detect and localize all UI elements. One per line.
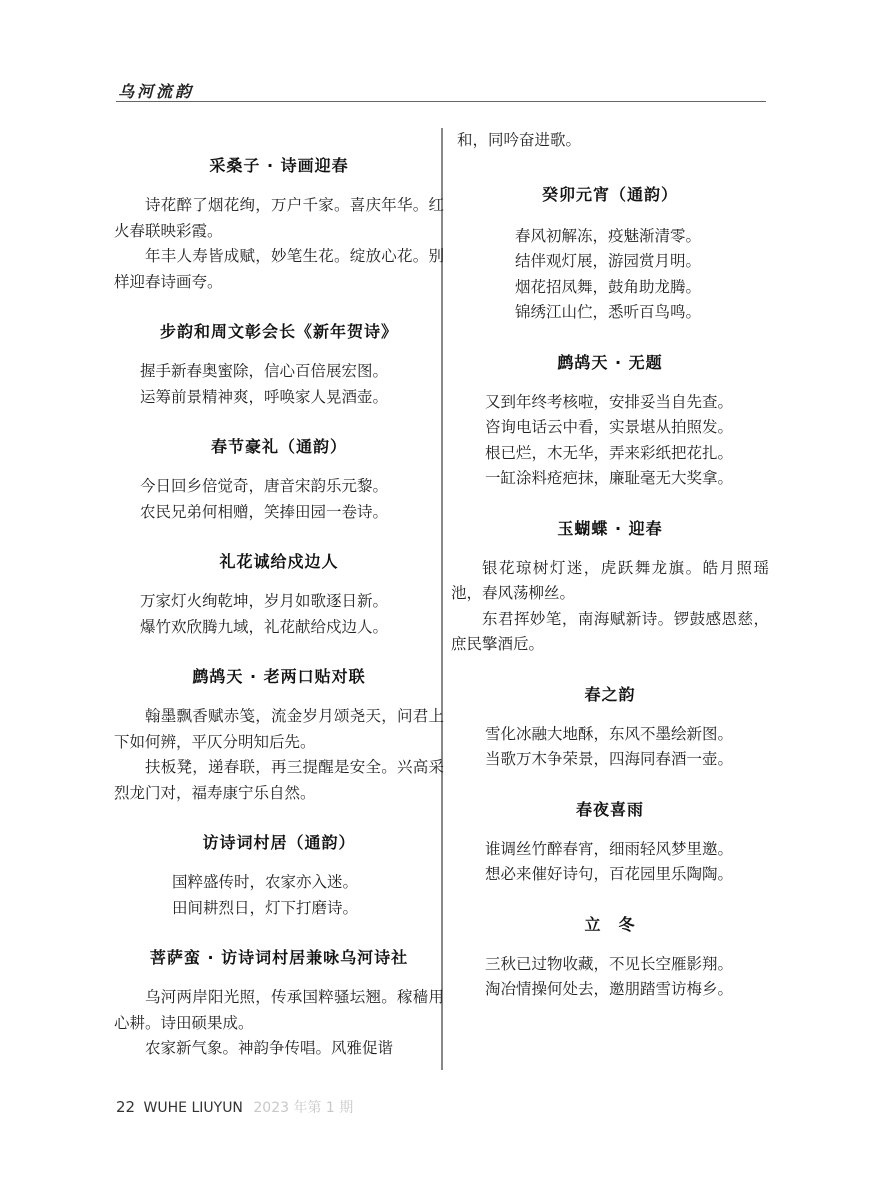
- poem-line: 握手新春奥蜜除，信心百倍展宏图。: [140, 362, 389, 380]
- poem-paragraph: 诗花醉了烟花绚，万户千家。喜庆年华。红火春联映彩霞。: [114, 196, 444, 240]
- poem-line: 结伴观灯展，游园赏月明。: [515, 252, 702, 270]
- poem-line: 咨询电话云中看，实景堪从拍照发。: [485, 418, 734, 436]
- poem-block: [451, 182, 769, 326]
- poem-line: 想必来催好诗句，百花园里乐陶陶。: [485, 865, 734, 883]
- poem-line: 谁调丝竹醉春宵，细雨轻风梦里邀。: [485, 839, 734, 858]
- poem-block: [114, 153, 444, 295]
- header-rule: [116, 101, 766, 102]
- poem-block: [451, 350, 769, 492]
- poem-line: 农民兄弟何相赠，笑捧田园一卷诗。: [140, 502, 389, 521]
- poem-title: 访诗词村居（通韵）: [202, 833, 356, 852]
- poem-paragraph: 年丰人寿皆成赋，妙笔生花。绽放心花。别样迎春诗画夸。: [114, 247, 444, 291]
- poem-paragraph: 银花琼树灯迷，虎跃舞龙旗。皓月照瑶池，春风荡柳丝。: [451, 558, 769, 602]
- poem-line: 田间耕烈日，灯下打磨诗。: [172, 898, 359, 917]
- poem-title: 鹧鸪天 · 老两口贴对联: [192, 667, 366, 686]
- poem-line: 锦绣江山伫，悉听百鸟鸣。: [515, 303, 702, 321]
- poem-line: 当歌万木争荣景，四海同春酒一壶。: [485, 750, 734, 768]
- page-number: 22: [116, 1098, 136, 1116]
- poem-paragraph: 东君挥妙笔，南海赋新诗。锣鼓感恩慈，庶民擎酒卮。: [451, 609, 769, 653]
- poem-line: 淘冶情操何处去，邀朋踏雪访梅乡。: [485, 980, 734, 998]
- poem-line: 运筹前景精神爽，呼唤家人晃酒壶。: [140, 387, 389, 406]
- poem-line: 今日回乡倍觉奇，唐音宋韵乐元黎。: [140, 477, 389, 495]
- poem-title: 步韵和周文彰会长《新年贺诗》: [159, 322, 398, 341]
- poem-block: [451, 912, 769, 1003]
- poem-line: 一缸涂料疮疤抹，廉耻毫无大奖拿。: [485, 469, 734, 487]
- journal-section-title: 乌河流韵: [118, 82, 195, 101]
- right-column: [451, 128, 769, 1003]
- poem-block: [114, 664, 444, 806]
- poem-line: 万家灯火绚乾坤，岁月如歌逐日新。: [140, 592, 389, 610]
- poem-block: [114, 830, 444, 921]
- poem-block: [114, 549, 444, 640]
- poem-title: 春之韵: [584, 684, 636, 704]
- page-footer: [116, 1097, 353, 1117]
- journal-name: WUHE LIUYUN: [143, 1100, 243, 1116]
- left-column: [114, 128, 444, 1062]
- poem-title: 鹧鸪天 · 无题: [557, 352, 663, 372]
- issue-label: 2023 年第 1 期: [253, 1100, 354, 1116]
- poem-line: 爆竹欢欣腾九域，礼花献给戍边人。: [140, 617, 389, 636]
- poem-line: 雪化冰融大地酥，东风不墨绘新图。: [485, 724, 734, 743]
- poem-block: [451, 516, 769, 658]
- poem-title: 礼花诚给戍边人: [219, 552, 339, 571]
- poem-title: 癸卯元宵（通韵）: [541, 184, 678, 204]
- poem-line: 三秋已过物收藏，不见长空雁影翔。: [485, 954, 734, 973]
- poem-block: [451, 682, 769, 773]
- poem-line: 根已烂，木无华，弄来彩纸把花扎。: [485, 443, 734, 462]
- poem-continuation: 和，同吟奋进歌。: [457, 131, 582, 149]
- poem-line: 烟花招凤舞，鼓角助龙腾。: [515, 277, 702, 296]
- poem-paragraph: 农家新气象。神韵争传唱。风雅促谐: [145, 1039, 394, 1057]
- poem-title: 玉蝴蝶 · 迎春: [557, 518, 663, 538]
- poem-title: 菩萨蛮 · 访诗词村居兼咏乌河诗社: [149, 948, 409, 967]
- poem-block: [114, 319, 444, 410]
- poem-block: [114, 434, 444, 525]
- poem-block: [451, 797, 769, 888]
- poem-line: 国粹盛传时，农家亦入迷。: [172, 873, 359, 891]
- poem-title: 春节豪礼（通韵）: [210, 437, 347, 456]
- poem-line: 又到年终考核啦，安排妥当自先查。: [485, 392, 734, 411]
- poem-paragraph: 扶板凳，递春联，再三提醒是安全。兴高采烈龙门对，福寿康宁乐自然。: [114, 758, 444, 802]
- poem-paragraph: 翰墨飘香赋赤笺，流金岁月颂尧天，问君上下如何辨，平仄分明知后先。: [114, 707, 444, 751]
- poem-block: [114, 945, 444, 1062]
- poem-paragraph: 乌河两岸阳光照，传承国粹骚坛翘。稼穑用心耕。诗田硕果成。: [114, 988, 444, 1032]
- poem-line: 春风初解冻，疫魅渐清零。: [515, 226, 702, 245]
- poem-title: 立 冬: [584, 914, 636, 934]
- poem-title: 春夜喜雨: [575, 799, 644, 819]
- poem-title: 采桑子 · 诗画迎春: [209, 156, 349, 175]
